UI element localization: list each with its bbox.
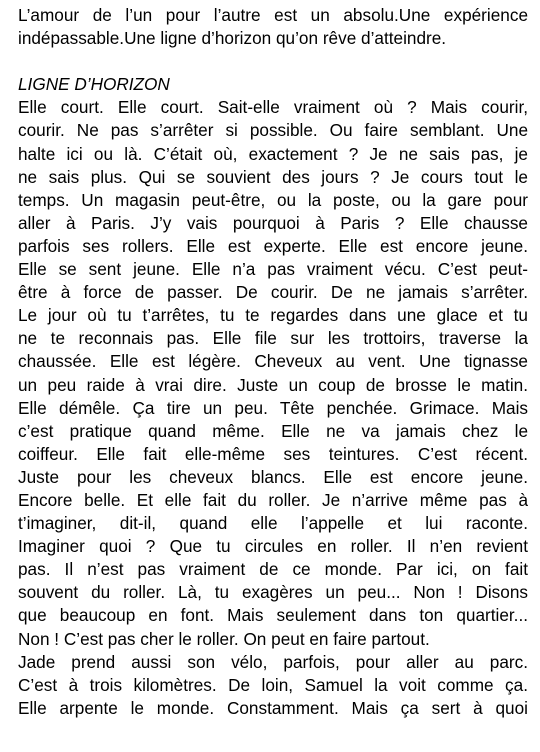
body-line: être à force de passer. De courir. De ne jamais s’arrêter. — [18, 282, 528, 303]
body-line: un peu raide à vrai dire. Juste un coup de brosse le matin. — [18, 374, 528, 395]
body-line: parfois ses rollers. Elle est experte. Elle est encore jeune. — [18, 235, 528, 256]
document-page — [18, 4, 528, 720]
body-line: t’imaginer, dit-il, quand elle l’appelle et lui raconte. — [18, 513, 528, 534]
body-line: pas. Il n’est pas vraiment de ce monde. Par ici, on fait — [18, 559, 528, 580]
body-line: Encore belle. Et elle fait du roller. Je n’arrive même pas à — [18, 489, 528, 510]
body-line: aller à Paris. J’y vais pourquoi à Paris ? Elle chausse — [18, 212, 528, 233]
body-line: temps. Un magasin peut-être, ou la poste, ou la gare pour — [18, 189, 528, 210]
body-line: c’est pratique quand même. Elle ne va jamais chez le — [18, 420, 528, 441]
body-line: ne te reconnais pas. Elle file sur les trottoirs, traverse la — [18, 328, 528, 349]
body-paragraph — [18, 96, 528, 720]
body-line: halte ici ou là. C’était où, exactement ? Je ne sais pas, je — [18, 143, 528, 164]
body-line: coiffeur. Elle fait elle-même ses teintures. C’est récent. — [18, 443, 528, 464]
body-line: courir. Ne pas s’arrêter si possible. Ou faire semblant. Une — [18, 120, 528, 141]
paragraph-gap — [18, 50, 528, 73]
body-line: que beaucoup en font. Mais seulement dans ton quartier... — [18, 605, 528, 626]
body-line: Imaginer quoi ? Que tu circules en roller. Il n’en revient — [18, 536, 528, 557]
intro-line: L’amour de l’un pour l’autre est un absolu.Une expérience — [18, 5, 528, 25]
body-line: souvent du roller. Là, tu exagères un peu... Non ! Disons — [18, 582, 528, 603]
body-line: Elle court. Elle court. Sait-elle vraiment où ? Mais courir, — [18, 97, 528, 118]
section-heading: LIGNE D’HORIZON — [18, 74, 170, 95]
body-line: Elle se sent jeune. Elle n’a pas vraiment vécu. C’est peut- — [18, 259, 528, 280]
body-line: Elle démêle. Ça tire un peu. Tête penchée. Grimace. Mais — [18, 397, 528, 418]
body-line: chaussée. Elle est légère. Cheveux au vent. Une tignasse — [18, 351, 528, 372]
body-line: Juste pour les cheveux blancs. Elle est encore jeune. — [18, 466, 528, 487]
intro-line: indépassable.Une ligne d’horizon qu’on rêve d’atteindre. — [18, 28, 447, 49]
body-line: Elle arpente le monde. Constamment. Mais ça sert à quoi — [18, 697, 528, 718]
body-line: ne sais plus. Qui se souvient des jours ? Je cours tout le — [18, 166, 528, 187]
intro-paragraph — [18, 4, 528, 50]
body-line: C’est à trois kilomètres. De loin, Samuel la voit comme ça. — [18, 674, 528, 695]
body-line: Non ! C’est pas cher le roller. On peut en faire partout. — [18, 628, 430, 649]
body-line: Le jour où tu t’arrêtes, tu te regardes dans une glace et tu — [18, 305, 528, 326]
body-line: Jade prend aussi son vélo, parfois, pour aller au parc. — [18, 651, 528, 672]
